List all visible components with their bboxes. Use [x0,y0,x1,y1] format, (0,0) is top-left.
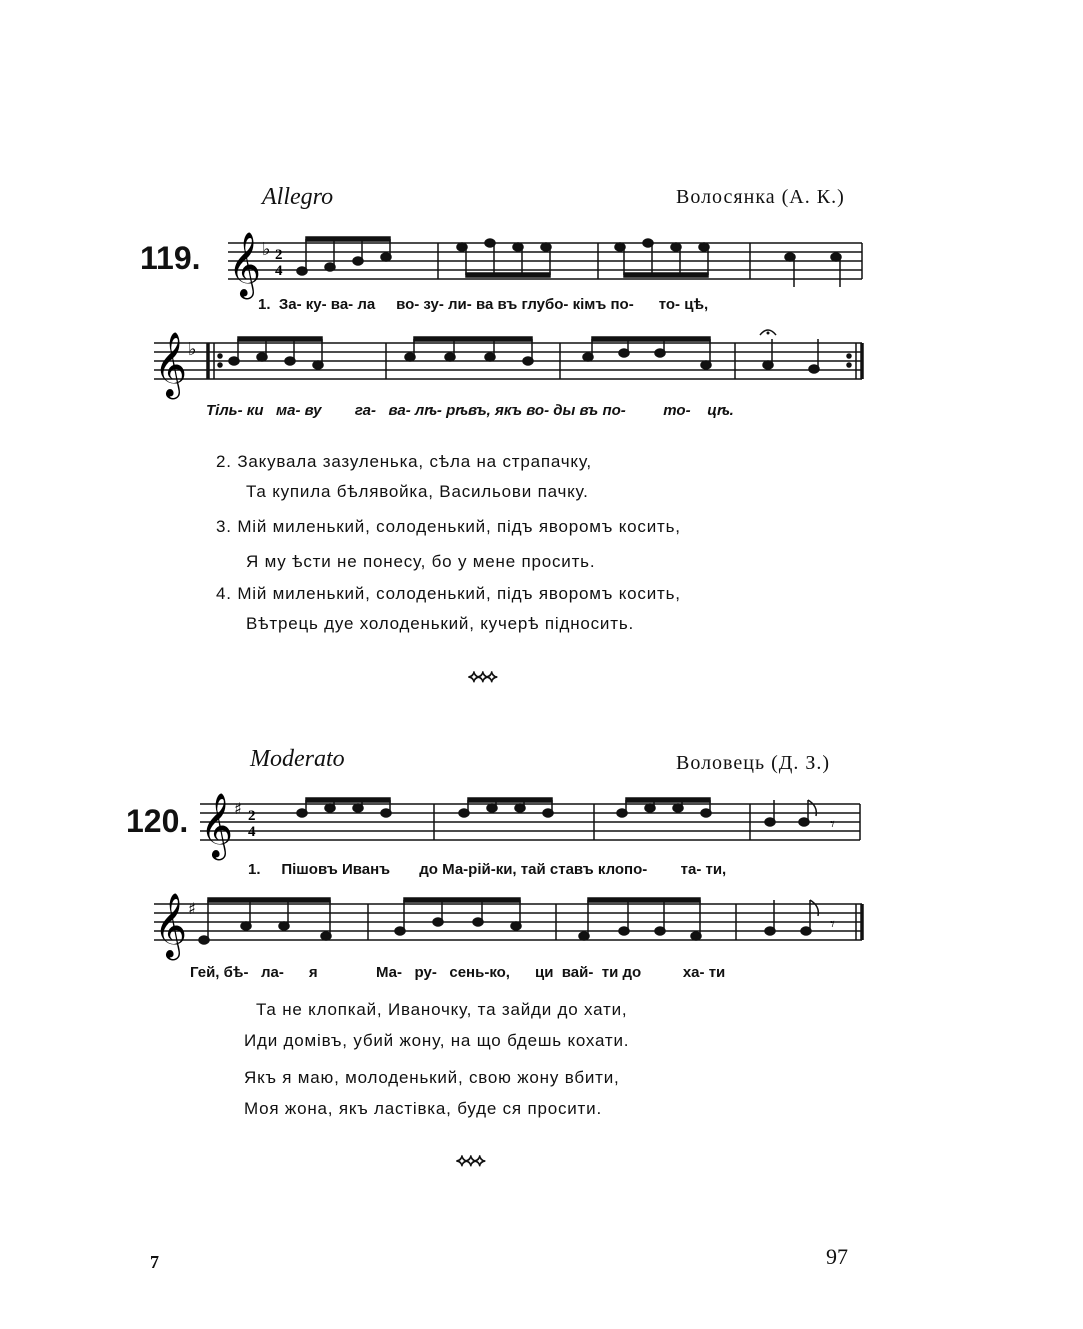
syl: ци [534,964,554,981]
source-119: Волосянка (А. К.) [676,186,845,208]
signature-mark: 7 [150,1252,159,1272]
syl: ву [304,402,322,419]
svg-text:𝄞: 𝄞 [228,232,262,297]
ornament-divider: ⟡⟡⟡ [456,1150,483,1171]
syl: до [622,964,642,981]
syl: кімъ [572,296,607,313]
verse-line: Якъ я маю, молоденький, свою жону вбити, [244,1068,620,1087]
syl: ру- [414,964,437,981]
verse-line: Закувала зазуленька, сѣла на страпачку, [237,452,592,471]
syl: цѣ, [684,296,709,313]
syl: въ [497,296,518,313]
song-number-119: 119. [140,240,201,276]
syl: га- [354,402,376,419]
syl: 1. [258,296,271,313]
syl: во- [396,296,420,313]
ornament-divider: ⟡⟡⟡ [468,666,495,687]
syl: лѣ- [414,402,442,419]
syl: ку- [305,296,327,313]
syl: клопо- [597,861,648,878]
syl: Иванъ [341,861,391,878]
lyrics-120-line2 [190,964,725,981]
syl: ти [708,964,726,981]
syl: ко, [489,964,510,981]
svg-text:4: 4 [275,263,283,279]
syl: рѣвъ, [446,402,491,419]
verse-line: Мій миленький, солоденький, підъ яворомъ косить, [237,517,681,536]
syl: та- [680,861,702,878]
syl: ти [601,964,619,981]
syl: по- [602,402,626,419]
syl: бѣ- [223,964,249,981]
syl: ва [475,296,494,313]
svg-text:𝄞: 𝄞 [154,332,188,397]
verse-line: Я му ѣсти не понесу, бо у мене просить. [246,552,596,571]
syl: глубо- [521,296,569,313]
syl: я [308,964,318,981]
page-number: 97 [826,1244,848,1269]
syl: то- [663,402,691,419]
syl: Пішовъ [281,861,338,878]
syl: по- [610,296,634,313]
svg-text:♭: ♭ [262,239,271,260]
syl: ва- [388,402,411,419]
syl: Ма- [376,964,403,981]
svg-text:4: 4 [248,824,256,840]
syl: ла [357,296,376,313]
verse-119-3 [216,517,681,537]
syl: 1. [248,861,261,878]
syl: ма- [276,402,301,419]
syl: до [419,861,438,878]
svg-text:2: 2 [248,808,256,824]
syl: ды [553,402,576,419]
svg-text:♯: ♯ [188,899,196,918]
syl: рій- [468,861,496,878]
syl: ти, [705,861,727,878]
staff-120-1 [190,786,870,866]
verse-number: 4. [216,584,232,603]
lyrics-119-line2 [206,402,734,419]
tempo-120: Moderato [250,746,345,772]
syl: За- [278,296,302,313]
syl: тай [520,861,546,878]
syl: ки, [495,861,517,878]
svg-text:𝄞: 𝄞 [154,893,188,958]
song-number-120: 120. [126,803,189,839]
syl: ха- [682,964,705,981]
verse-119-4 [216,584,681,604]
staff-120-2 [150,886,870,966]
verse-119-2 [216,452,592,472]
syl: ва- [330,296,354,313]
svg-text:♯: ♯ [234,799,242,818]
syl: ки [246,402,264,419]
syl: якъ [495,402,523,419]
tempo-119: Allegro [262,184,334,210]
syl: ли- [448,296,472,313]
syl: цѣ. [707,402,734,419]
syl: Гей, [190,964,220,981]
verse-number: 3. [216,517,232,536]
svg-text:2: 2 [275,247,283,263]
syl: въ [579,402,599,419]
verse-line: Иди домівъ, убий жону, на що бдешь кохати. [244,1031,630,1050]
verse-line: Вѣтрець дуе холоденький, кучерѣ підносить. [246,614,634,633]
syl: зу- [423,296,444,313]
syl: во- [526,402,550,419]
svg-text:♭: ♭ [188,339,197,360]
syl: сень- [449,964,490,981]
source-120: Воловець (Д. З.) [676,752,831,774]
verse-line: Моя жона, якъ ластівка, буде ся просити. [244,1099,602,1118]
verse-number: 2. [216,452,232,471]
verse-line: Та купила бѣлявойка, Васильови пачку. [246,482,589,501]
syl: ставъ [549,861,594,878]
syl: ла- [260,964,284,981]
svg-text:𝄾: 𝄾 [830,814,835,835]
lyrics-120-line1 [248,861,726,878]
syl: вай- [561,964,594,981]
verse-line: Та не клопкай, Иваночку, та зайди до хати, [256,1000,628,1019]
verse-line: Мій миленький, солоденький, підъ яворомъ косить, [237,584,681,603]
syl: то- [658,296,681,313]
syl: Ма- [442,861,469,878]
svg-text:𝄾: 𝄾 [830,914,835,935]
syl: Тіль- [206,402,243,419]
staff-119-2 [150,325,870,405]
svg-text:𝄞: 𝄞 [200,793,234,858]
lyrics-119-line1 [258,296,708,313]
